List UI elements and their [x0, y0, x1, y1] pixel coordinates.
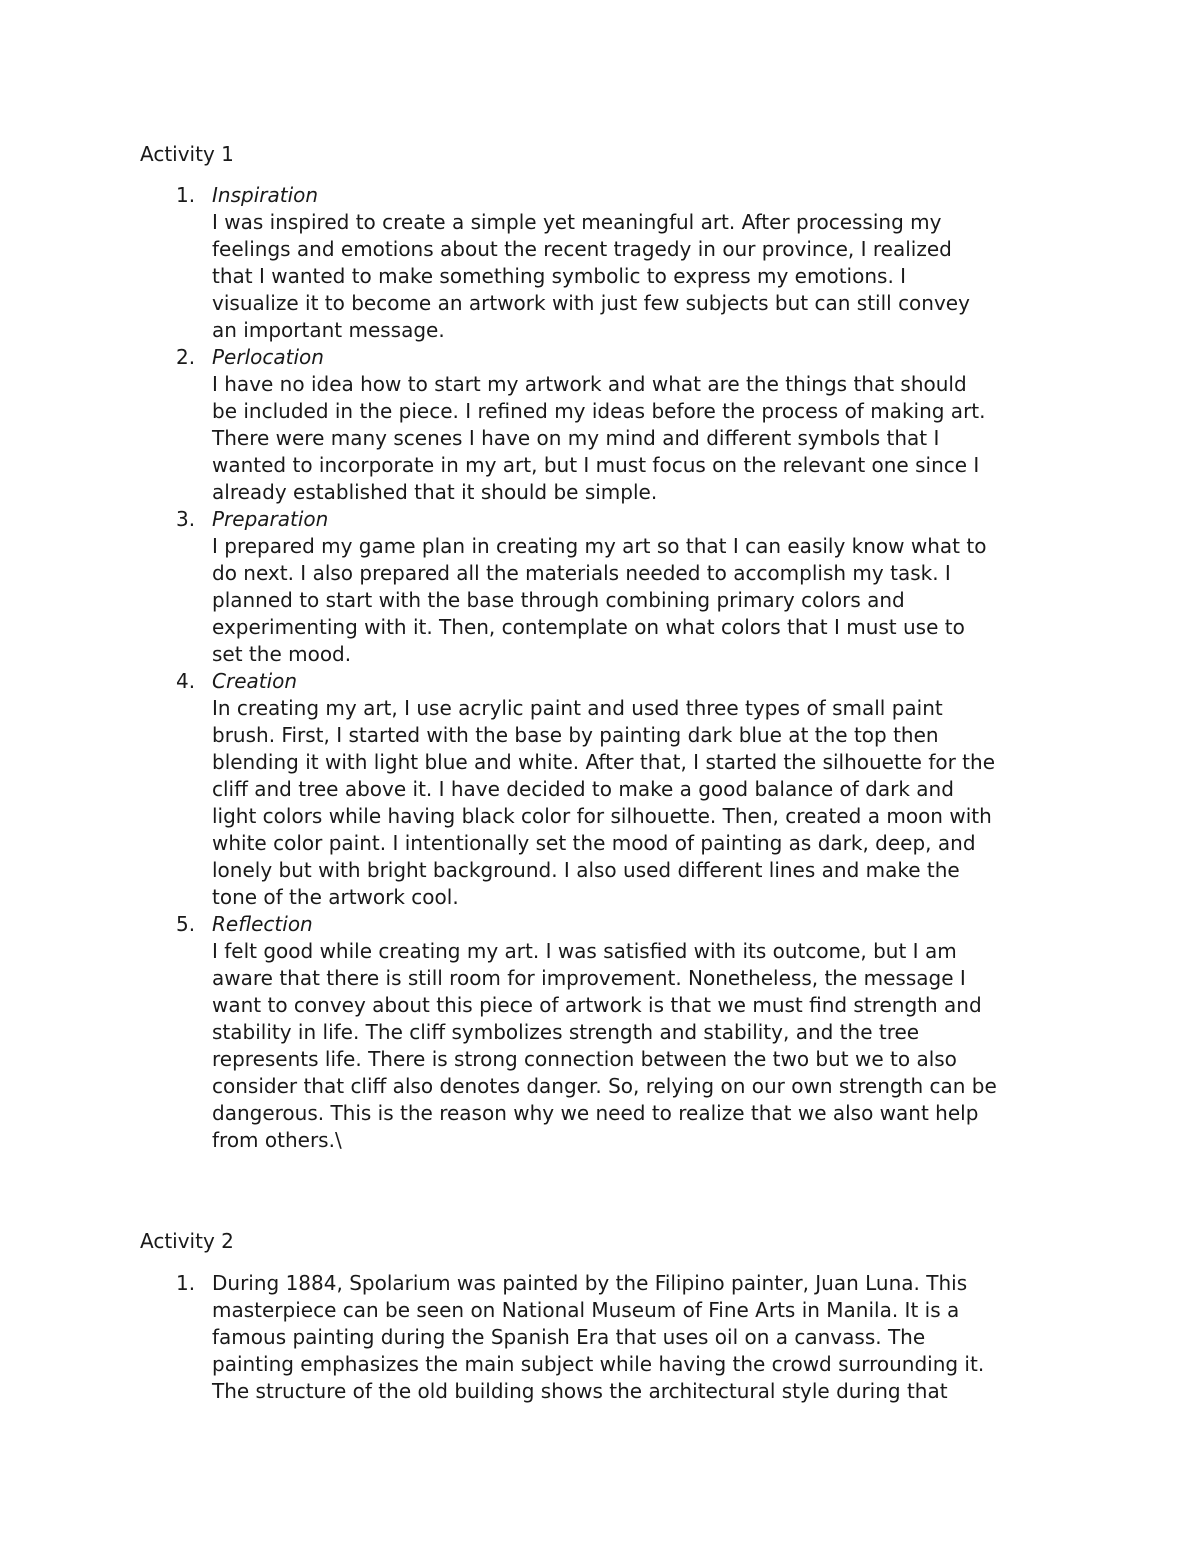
paragraph-line: consider that cliff also denotes danger. So, relying on our own strength can be: [212, 1074, 997, 1098]
paragraph-line: blending it with light blue and white. After that, I started the silhouette for the: [212, 750, 996, 774]
paragraph-line: an important message.: [212, 318, 445, 342]
paragraph-line: planned to start with the base through combining primary colors and: [212, 588, 905, 612]
list-item: [0, 182, 1200, 344]
paragraph-line: represents life. There is strong connection between the two but we to also: [212, 1047, 957, 1071]
paragraph-line: cliff and tree above it. I have decided to make a good balance of dark and: [212, 777, 954, 801]
activity-2-list: [0, 1270, 1200, 1405]
list-item: [0, 344, 1200, 506]
paragraph-line: tone of the artwork cool.: [212, 885, 459, 909]
paragraph-line: lonely but with bright background. I also used different lines and make the: [212, 858, 960, 882]
paragraph-line: light colors while having black color for silhouette. Then, created a moon with: [212, 804, 992, 828]
paragraph-line: I have no idea how to start my artwork and what are the things that should: [212, 372, 967, 396]
paragraph-line: want to convey about this piece of artwork is that we must find strength and: [212, 993, 982, 1017]
paragraph-line: that I wanted to make something symbolic to express my emotions. I: [212, 264, 907, 288]
item-title: Inspiration: [212, 183, 319, 207]
paragraph-line: brush. First, I started with the base by painting dark blue at the top then: [212, 723, 939, 747]
item-content: [212, 344, 1072, 506]
paragraph-line: do next. I also prepared all the materials needed to accomplish my task. I: [212, 561, 951, 585]
item-content: [212, 668, 1072, 911]
paragraph-line: There were many scenes I have on my mind and different symbols that I: [212, 426, 940, 450]
activity-1-heading: Activity 1: [140, 142, 234, 166]
paragraph-line: I was inspired to create a simple yet meaningful art. After processing my: [212, 210, 942, 234]
list-item: [0, 668, 1200, 911]
paragraph-line: white color paint. I intentionally set the mood of painting as dark, deep, and: [212, 831, 976, 855]
paragraph-line: masterpiece can be seen on National Museum of Fine Arts in Manila. It is a: [212, 1298, 960, 1322]
paragraph-line: painting emphasizes the main subject while having the crowd surrounding it.: [212, 1352, 985, 1376]
paragraph-line: During 1884, Spolarium was painted by the Filipino painter, Juan Luna. This: [212, 1271, 968, 1295]
item-number: 4.: [176, 669, 196, 693]
item-number: 1.: [176, 183, 196, 207]
list-item: [0, 506, 1200, 668]
item-content: [212, 1270, 1072, 1405]
paragraph-line: already established that it should be simple.: [212, 480, 658, 504]
paragraph-line: stability in life. The cliff symbolizes strength and stability, and the tree: [212, 1020, 920, 1044]
paragraph-line: experimenting with it. Then, contemplate on what colors that I must use to: [212, 615, 965, 639]
activity-2-heading: Activity 2: [140, 1229, 234, 1253]
list-item: [0, 1270, 1200, 1405]
item-number: 1.: [176, 1271, 196, 1295]
paragraph-line: feelings and emotions about the recent tragedy in our province, I realized: [212, 237, 952, 261]
paragraph-line: from others.\: [212, 1128, 342, 1152]
paragraph-line: be included in the piece. I refined my ideas before the process of making art.: [212, 399, 986, 423]
list-item: [0, 911, 1200, 1154]
item-content: [212, 182, 1072, 344]
item-title: Creation: [212, 669, 298, 693]
item-title: Preparation: [212, 507, 329, 531]
item-title: Reflection: [212, 912, 313, 936]
item-content: [212, 911, 1072, 1154]
paragraph-line: set the mood.: [212, 642, 352, 666]
item-number: 5.: [176, 912, 196, 936]
paragraph-line: In creating my art, I use acrylic paint and used three types of small paint: [212, 696, 943, 720]
item-content: [212, 506, 1072, 668]
paragraph-line: visualize it to become an artwork with just few subjects but can still convey: [212, 291, 970, 315]
paragraph-line: aware that there is still room for improvement. Nonetheless, the message I: [212, 966, 966, 990]
paragraph-line: I prepared my game plan in creating my art so that I can easily know what to: [212, 534, 987, 558]
paragraph-line: wanted to incorporate in my art, but I must focus on the relevant one since I: [212, 453, 980, 477]
item-title: Perlocation: [212, 345, 324, 369]
activity-1-list: [0, 182, 1200, 1154]
paragraph-line: famous painting during the Spanish Era that uses oil on a canvass. The: [212, 1325, 926, 1349]
paragraph-line: dangerous. This is the reason why we need to realize that we also want help: [212, 1101, 979, 1125]
paragraph-line: I felt good while creating my art. I was satisfied with its outcome, but I am: [212, 939, 957, 963]
item-number: 2.: [176, 345, 196, 369]
paragraph-line: The structure of the old building shows the architectural style during that: [212, 1379, 948, 1403]
item-number: 3.: [176, 507, 196, 531]
